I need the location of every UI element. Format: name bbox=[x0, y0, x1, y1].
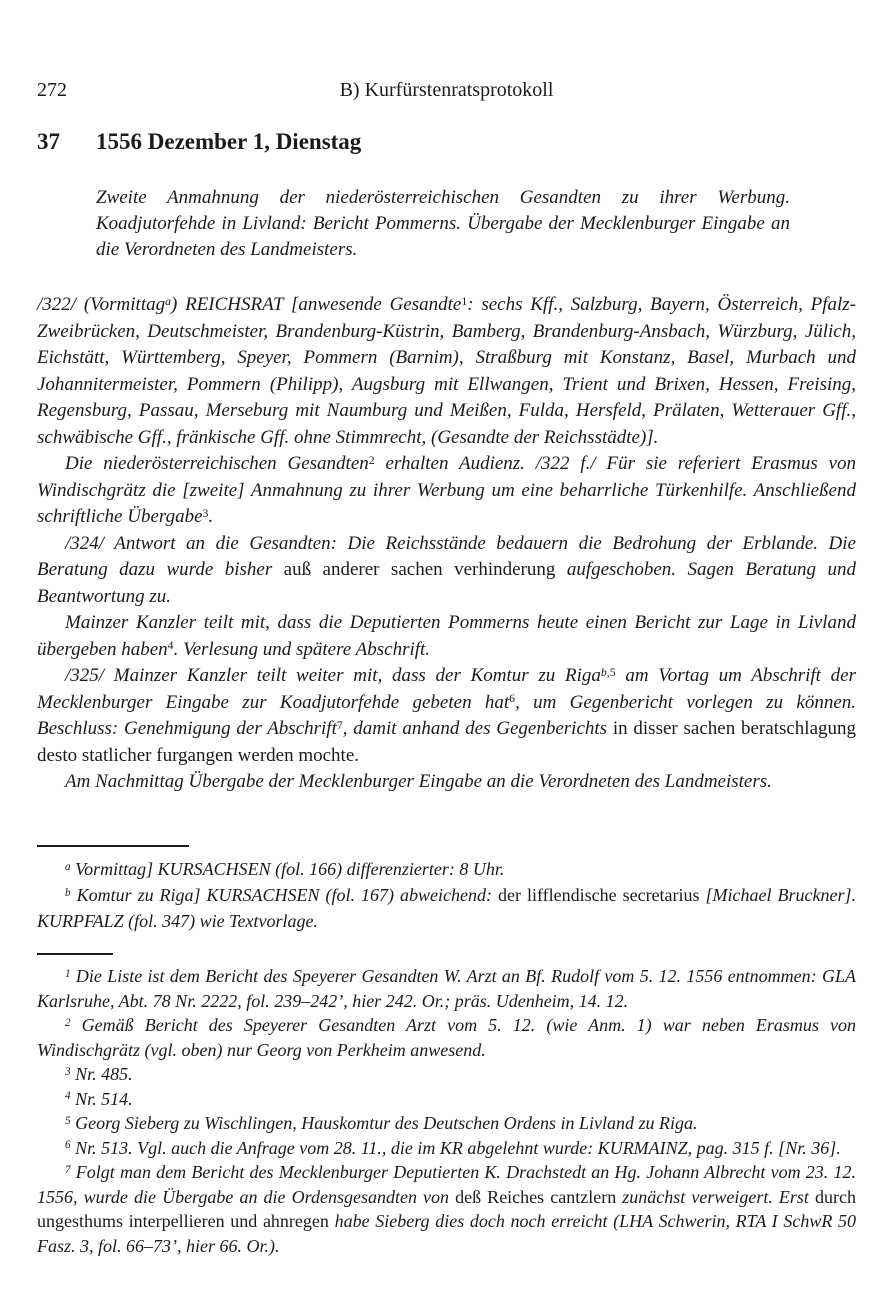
commentary-notes bbox=[37, 964, 856, 1258]
footnote: $^a$ Vormittag] KURSACHSEN (fol. 166) differenzierter: 8 Uhr. bbox=[65, 859, 505, 879]
footnote-zone bbox=[37, 845, 856, 1258]
footnote: $^1$ Die Liste ist dem Bericht des Speyerer Gesandten W. Arzt an Bf. Rudolf vom 5. 12. 1556 entnommen: GLA Karlsruhe, Abt. 78 Nr. 2222, fol. 239–242’, hier 242. Or.; präs. Udenheim, 14. 12. bbox=[37, 966, 856, 1011]
paragraph: Am Nachmittag Übergabe der Mecklenburger Eingabe an die Verordneten des Landmeisters. bbox=[65, 771, 772, 792]
footnote: $^b$ Komtur zu Riga] KURSACHSEN (fol. 167) abweichend: der lifflendische secretarius [Michael Bruckner]. KURPFALZ (fol. 347) wie Textvorlage. bbox=[37, 885, 856, 931]
entry-heading bbox=[37, 128, 856, 155]
running-head: B) Kurfürstenratsprotokoll bbox=[339, 79, 554, 101]
entry-title: 1556 Dezember 1, Dienstag bbox=[96, 129, 362, 154]
body-text bbox=[37, 292, 856, 796]
paragraph: /325/ Mainzer Kanzler teilt weiter mit, dass der Komtur zu Riga$^{b,5}$ am Vortag um Abschrift der Mecklenburger Eingabe zur Koadjutorfehde gebeten hat$^6$, um Gegenbericht vorlegen zu können. Beschluss: Genehmigung der Abschrift$^7$, damit anhand des Gegenberichts in disser sachen beratschlagung desto statlicher furgangen werden mochte. bbox=[37, 665, 857, 766]
footnote: $^5$ Georg Sieberg zu Wischlingen, Hauskomtur des Deutschen Ordens in Livland zu Riga. bbox=[65, 1113, 698, 1133]
apparatus-separator-rule bbox=[37, 845, 189, 847]
footnote: $^3$ Nr. 485. bbox=[65, 1064, 133, 1084]
entry-summary: Zweite Anmahnung der niederösterreichischen Gesandten zu ihrer Werbung. Koadjutorfehde in Livland: Bericht Pommerns. Übergabe der Mecklenburger Eingabe an die Verordneten des Landmeisters. bbox=[96, 187, 790, 260]
footnote: $^2$ Gemäß Bericht des Speyerer Gesandten Arzt vom 5. 12. (wie Anm. 1) war neben Erasmus von Windischgrätz (vgl. oben) nur Georg von Perkheim anwesend. bbox=[37, 1015, 856, 1060]
entry-number: 37 bbox=[37, 129, 60, 154]
paragraph: Die niederösterreichischen Gesandten$^2$ erhalten Audienz. /322 f./ Für sie referiert Erasmus von Windischgrätz die [zweite] Anmahnung zu ihrer Werbung um eine beharrliche Türkenhilfe. Anschließend schriftliche Übergabe$^3$. bbox=[37, 453, 857, 527]
commentary-separator-rule bbox=[37, 953, 113, 955]
paragraph: /322/ (Vormittag$^a$) REICHSRAT [anwesende Gesandte$^1$: sechs Kff., Salzburg, Bayern, Österreich, Pfalz-Zweibrücken, Deutschmeister, Brandenburg-Küstrin, Bamberg, Brandenburg-Ansbach, Würzburg, Jülich, Eichstätt, Württemberg, Speyer, Pommern (Barnim), Straßburg mit Konstanz, Basel, Murbach und Johannitermeister, Pommern (Philipp), Augsburg mit Ellwangen, Trient und Brixen, Hessen, Freising, Regensburg, Passau, Merseburg mit Naumburg und Meißen, Fulda, Hersfeld, Prälaten, Wetterauer Gff., schwäbische Gff., fränkische Gff. ohne Stimmrecht, (Gesandte der Reichsstädte)]. bbox=[37, 294, 856, 448]
paragraph: Mainzer Kanzler teilt mit, dass die Deputierten Pommerns heute einen Bericht zur Lage in Livland übergeben haben$^4$. Verlesung und spätere Abschrift. bbox=[37, 612, 856, 660]
paragraph: /324/ Antwort an die Gesandten: Die Reichsstände bedauern die Bedrohung der Erblande. Die Beratung dazu wurde bisher auß anderer sachen verhinderung aufgeschoben. Sagen Beratung und Beantwortung zu. bbox=[37, 532, 856, 607]
footnote: $^6$ Nr. 513. Vgl. auch die Anfrage vom 28. 11., die im KR abgelehnt wurde: KURMAINZ, pag. 315 f. [Nr. 36]. bbox=[65, 1137, 841, 1158]
page-number: 272 bbox=[37, 79, 67, 101]
footnote: $^7$ Folgt man dem Bericht des Mecklenburger Deputierten K. Drachstedt an Hg. Johann Albrecht vom 23. 12. 1556, wurde die Übergabe an die Ordensgesandten von deß Reiches cantzlern zunächst verweigert. Erst durch ungesthums interpellieren und ahnregen habe Sieberg dies doch noch erreicht (LHA Schwerin, RTA I SchwR 50 Fasz. 3, fol. 66–73’, hier 66. Or.). bbox=[37, 1162, 857, 1256]
footnote: $^4$ Nr. 514. bbox=[65, 1088, 133, 1109]
apparatus-notes bbox=[37, 856, 856, 934]
page-header bbox=[37, 78, 856, 102]
